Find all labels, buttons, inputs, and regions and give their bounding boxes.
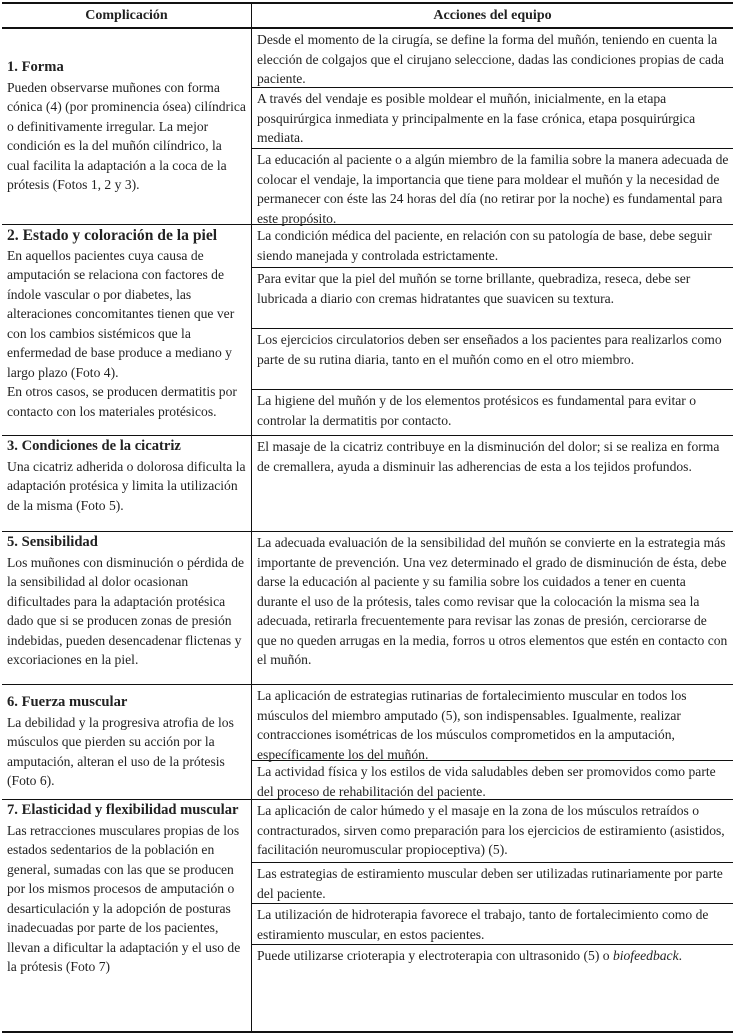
action-item: Los ejercicios circulatorios deben ser enseñados a los pacientes para realizarlos como parte de su rutina diaria, tanto en el muñón como en el otro miembro.: [252, 329, 733, 390]
complication-description: Una cicatriz adherida o dolorosa dificulta la adaptación protésica y limita la utilización de la misma (Foto 5).: [7, 458, 246, 513]
action-item: Para evitar que la piel del muñón se torne brillante, quebradiza, reseca, debe ser lubricada a diario con cremas hidratantes que suavicen su textura.: [252, 268, 733, 329]
action-item: La utilización de hidroterapia favorece el trabajo, tanto de fortalecimiento como de estiramiento muscular, en estos pacientes.: [252, 904, 733, 945]
complication-description: Los muñones con disminución o pérdida de la sensibilidad al dolor ocasionan dificultades para la adaptación protésica dado que si se producen zonas de presión indebidas, pueden desencadenar flictenas y excoriaciones en la piel.: [7, 554, 245, 667]
actions-cell: [252, 225, 733, 435]
complication-cell: [2, 225, 252, 435]
complication-title: 3. Condiciones de la cicatriz: [7, 438, 181, 454]
complication-cell: [2, 436, 252, 531]
actions-cell: [252, 800, 733, 1031]
action-item: [252, 945, 733, 1031]
table-row: [2, 29, 733, 225]
action-text: Puede utilizarse crioterapia y electroterapia con ultrasonido (5) o: [257, 948, 613, 963]
action-item: Las estrategias de estiramiento muscular deben ser utilizadas rutinariamente por parte del paciente.: [252, 863, 733, 904]
complication-title: 7. Elasticidad y flexibilidad muscular: [7, 802, 239, 818]
complication-cell: [2, 685, 252, 799]
table-row: [2, 436, 733, 532]
header-complication: Complicación: [2, 4, 252, 27]
table-row: [2, 532, 733, 685]
actions-cell: [252, 685, 733, 799]
table-row: [2, 225, 733, 436]
complication-description: En aquellos pacientes cuya causa de amputación se relaciona con factores de índole vascular o por diabetes, las alteraciones concomitantes tienen que ver con los cambios sistémicos que la enfermedad de base produce a mediano y largo plazo (Foto 4).: [7, 247, 235, 380]
table-row: [2, 800, 733, 1031]
actions-cell: [252, 29, 733, 224]
action-item: La condición médica del paciente, en relación con su patología de base, debe seguir siendo manejada y controlada estrictamente.: [252, 225, 733, 268]
header-actions: Acciones del equipo: [433, 8, 552, 23]
complication-cell: [2, 29, 252, 224]
complication-title: 5. Sensibilidad: [7, 534, 98, 550]
complication-cell: [2, 532, 252, 684]
action-text-italic: biofeedback: [612, 948, 679, 963]
action-text-suffix: .: [678, 948, 683, 963]
complication-cell: [2, 800, 252, 1031]
complication-title: 1. Forma: [7, 59, 64, 76]
action-item: La actividad física y los estilos de vida saludables deben ser promovidos como parte del proceso de rehabilitación del paciente.: [257, 764, 716, 799]
table-header: [2, 4, 733, 29]
complication-description: La debilidad y la progresiva atrofia de los músculos que pierden su acción por la amputación, alteran el uso de la prótesis (Foto 6).: [7, 714, 234, 789]
action-item: Desde el momento de la cirugía, se define la forma del muñón, teniendo en cuenta la elección de colgajos que el cirujano seleccione, dadas las condiciones propias de cada paciente.: [252, 29, 733, 88]
action-item: A través del vendaje es posible moldear el muñón, inicialmente, en la etapa posquirúrgica inmediata y principalmente en la fase crónica, etapa posquirúrgica mediata.: [252, 88, 733, 149]
action-item: La aplicación de estrategias rutinarias de fortalecimiento muscular en todos los músculos del miembro amputado (5), son indispensables. Igualmente, realizar contracciones isométricas de los músculos comprometidos en la amputación, específicamente los del muñón.: [252, 685, 733, 761]
complication-description-extra: En otros casos, se producen dermatitis por contacto con los materiales protésicos.: [7, 384, 237, 419]
complication-description: Pueden observarse muñones con forma cónica (4) (por prominencia ósea) cilíndrica o definitivamente irregular. La mejor condición es la del muñón cilíndrico, la cual facilita la adaptación a la coca de la prótesis (Fotos 1, 2 y 3).: [7, 79, 246, 193]
action-item: La educación al paciente o a algún miembro de la familia sobre la manera adecuada de colocar el vendaje, la importancia que tiene para moldear el muñón y la necesidad de permanecer con éste las 24 horas del día (no retirar por la noche) es fundamental para este propósito.: [257, 152, 729, 226]
complication-description: Las retracciones musculares propias de los estados sedentarios de la población en general, sumadas con las que se producen por los mismos procesos de amputación o desarticulación y la adopción de posturas inadecuadas por parte de los pacientes, llevan a dificultar la adaptación y el uso de la prótesis (Foto 7): [7, 822, 241, 974]
action-item: La adecuada evaluación de la sensibilidad del muñón se convierte en la estrategia más importante de prevención. Una vez determinado el grado de disminución de ésta, debe darse la educación al paciente y su familia sobre los cuidados a tener en cuenta durante el uso de la prótesis, tales como revisar que la colocación la misma sea la adecuada, retirarla frecuentemente para revisar las zonas de presión, cerciorarse de que no queden arrugas en la media, forros u otros elementos que estén en contacto con el muñón.: [257, 535, 728, 667]
complication-title: 2. Estado y coloración de la piel: [7, 227, 218, 244]
action-item: El masaje de la cicatriz contribuye en la disminución del dolor; si se realiza en forma de cremallera, ayuda a disminuir las adherencias de esta a los tejidos profundos.: [257, 439, 720, 474]
table-row: [2, 685, 733, 800]
action-item: La higiene del muñón y de los elementos protésicos es fundamental para evitar o controlar la dermatitis por contacto.: [257, 393, 697, 428]
actions-cell: [252, 532, 733, 684]
complication-title: 6. Fuerza muscular: [7, 694, 128, 711]
action-item: La aplicación de calor húmedo y el masaje en la zona de los músculos retraídos o contracturados, sirven como preparación para los ejercicios de estiramiento (asistidos, facilitación neuromuscular propioceptiva) (5).: [252, 800, 733, 863]
actions-cell: [252, 436, 733, 531]
complications-table: [2, 2, 733, 1033]
